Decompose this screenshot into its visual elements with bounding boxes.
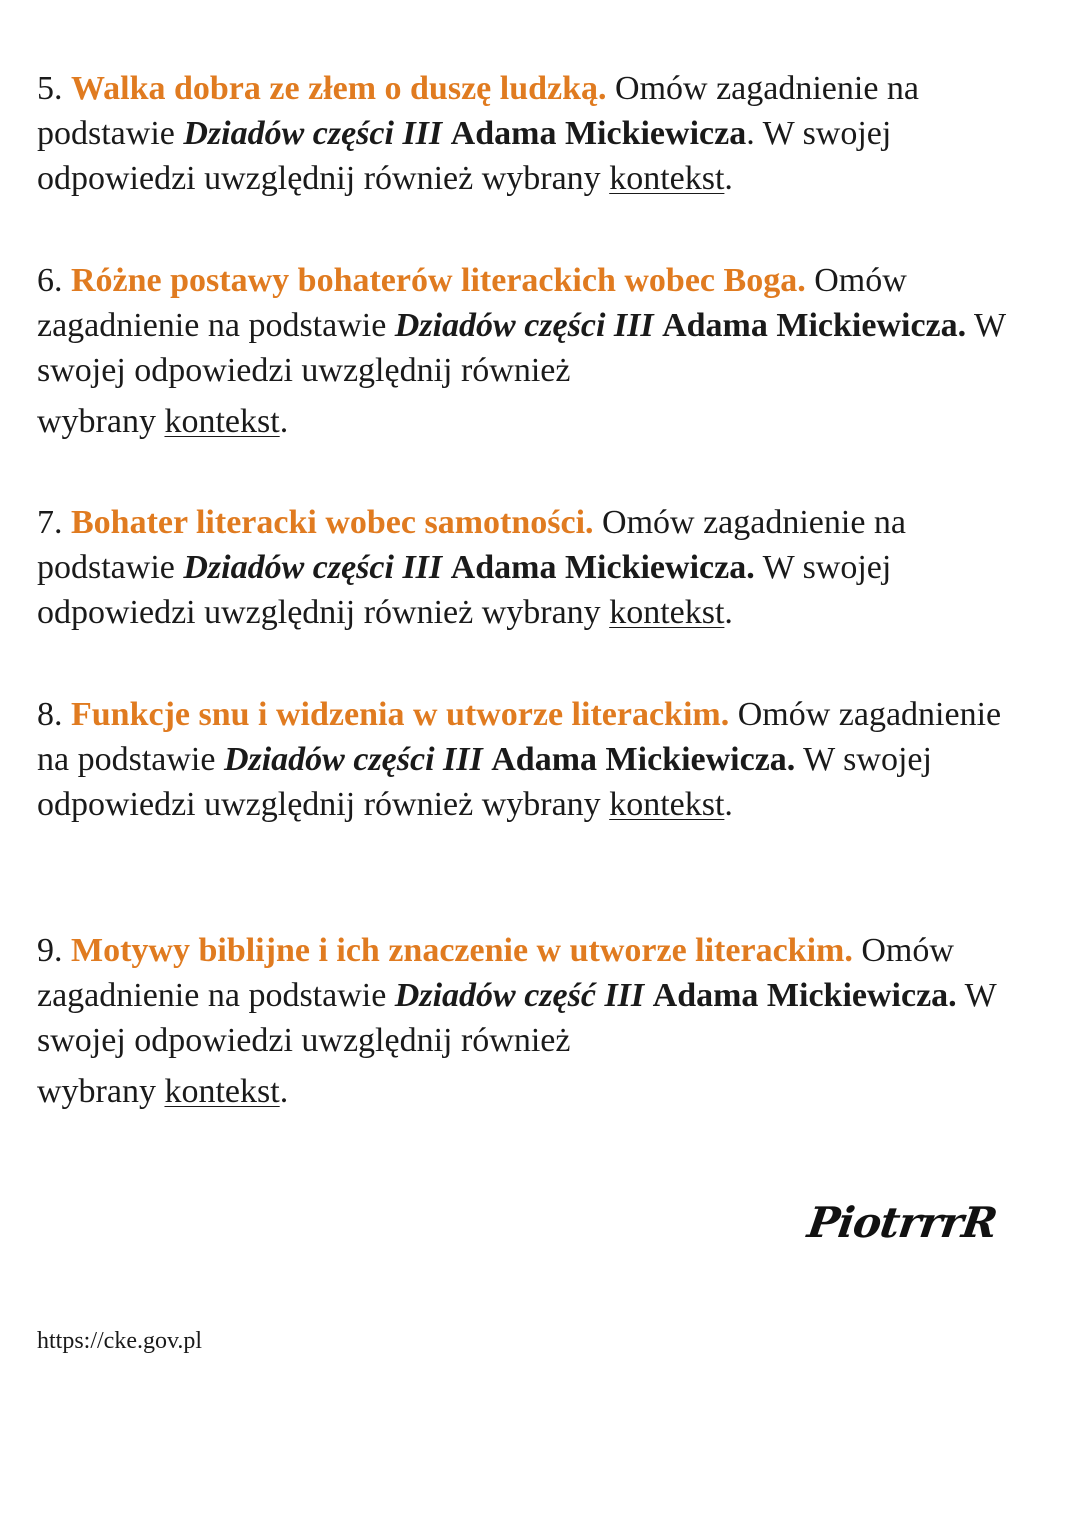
question-7 <box>37 500 1037 635</box>
question-text: Omów zagadnienie na podstawie <box>37 262 907 344</box>
spacer-text <box>442 549 451 586</box>
question-9 <box>37 928 1037 1114</box>
work-title: Dziadów części III <box>223 741 483 778</box>
last-line <box>37 1069 288 1114</box>
context-word: kontekst <box>164 403 280 440</box>
author-name: Adama Mickiewicza <box>450 115 747 152</box>
author-name: Adama Mickiewicza. <box>662 307 967 344</box>
question-text: wybrany <box>37 403 165 440</box>
question-topic: Motywy biblijne i ich znaczenie w utworze literackim. <box>71 932 853 969</box>
author-name: Adama Mickiewicza. <box>450 549 755 586</box>
question-number: 5. <box>37 70 63 107</box>
spacer-text <box>483 741 492 778</box>
question-text: W swojej odpowiedzi uwzględnij również wybrany <box>37 549 892 631</box>
author-signature: PiotrrrR <box>804 1198 1000 1247</box>
period-text: . <box>279 1073 289 1110</box>
context-word: kontekst <box>609 160 725 197</box>
period-text: . <box>724 594 733 631</box>
work-title: Dziadów część III <box>394 977 645 1014</box>
work-title: Dziadów części III <box>183 115 443 152</box>
context-word: kontekst <box>164 1073 280 1110</box>
question-number: 8. <box>37 696 63 733</box>
work-title: Dziadów części III <box>183 549 443 586</box>
work-title: Dziadów części III <box>394 307 654 344</box>
question-5 <box>37 66 1037 201</box>
question-topic: Walka dobra ze złem o duszę ludzką. <box>71 70 607 107</box>
question-text: Omów zagadnienie na podstawie <box>37 70 920 152</box>
question-text: Omów zagadnienie na podstawie <box>37 696 1002 778</box>
question-text: W swojej odpowiedzi uwzględnij również wybrany <box>37 741 932 823</box>
question-6 <box>37 258 1037 444</box>
question-number: 7. <box>37 504 63 541</box>
question-text: Omów zagadnienie na podstawie <box>37 932 954 1014</box>
context-word: kontekst <box>609 786 725 823</box>
spacer-text <box>644 977 653 1014</box>
spacer-text <box>442 115 451 152</box>
question-topic: Bohater literacki wobec samotności. <box>71 504 594 541</box>
question-topic: Funkcje snu i widzenia w utworze literackim. <box>71 696 730 733</box>
question-number: 6. <box>37 262 63 299</box>
context-word: kontekst <box>609 594 725 631</box>
question-number: 9. <box>37 932 63 969</box>
question-topic: Różne postawy bohaterów literackich wobec Boga. <box>71 262 806 299</box>
last-line <box>37 399 288 444</box>
author-name: Adama Mickiewicza. <box>652 977 957 1014</box>
question-text: Omów zagadnienie na podstawie <box>37 504 907 586</box>
question-text: W swojej odpowiedzi uwzględnij również <box>37 307 1006 389</box>
question-text: wybrany <box>37 1073 165 1110</box>
question-text: W swojej odpowiedzi uwzględnij również <box>37 977 997 1059</box>
period-text: . <box>724 160 733 197</box>
period-text: . <box>724 786 733 823</box>
question-8 <box>37 692 1037 827</box>
author-name: Adama Mickiewicza. <box>491 741 796 778</box>
question-text: . W swojej odpowiedzi uwzględnij również wybrany <box>37 115 892 197</box>
source-link[interactable]: https://cke.gov.pl <box>37 1328 203 1354</box>
period-text: . <box>279 403 289 440</box>
spacer-text <box>654 307 663 344</box>
